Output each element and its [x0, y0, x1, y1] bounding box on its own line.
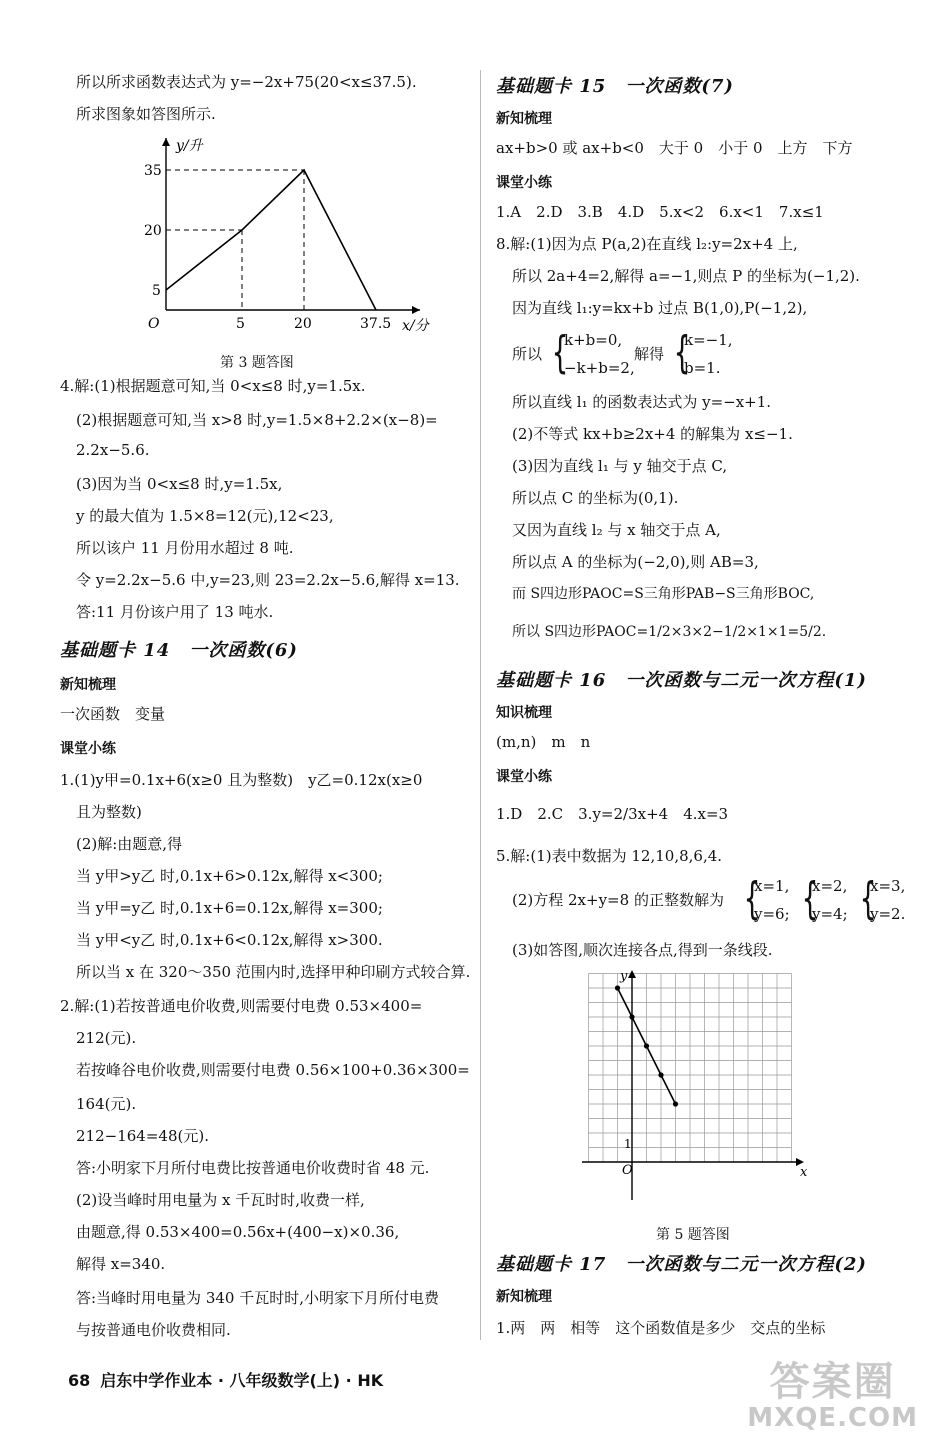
text-line: (2)解:由题意,得 [76, 835, 183, 853]
text-line: 且为整数) [76, 803, 142, 821]
section-heading: 课堂小练 [60, 741, 116, 757]
text-line: 1.(1)y甲=0.1x+6(x≥0 且为整数) y乙=0.12x(x≥0 [60, 771, 423, 789]
y-axis-arrow [628, 970, 636, 978]
text-line: 又因为直线 l₂ 与 x 轴交于点 A, [512, 521, 721, 539]
origin-label: O [148, 316, 160, 332]
y-tick: 35 [144, 163, 162, 179]
text-line: 所求图象如答图所示. [76, 105, 216, 123]
text-line: 当 y甲<y乙 时,0.1x+6<0.12x,解得 x>300. [76, 931, 383, 949]
page-footer [68, 1368, 383, 1391]
text-line: 令 y=2.2x−5.6 中,y=23,则 23=2.2x−5.6,解得 x=13. [76, 571, 460, 589]
equation: k=−1, [684, 331, 733, 349]
graph-q5 [578, 966, 818, 1206]
book-title: 启东中学作业本 · 八年级数学(上) · HK [100, 1371, 384, 1390]
figure-caption: 第 5 题答图 [656, 1227, 730, 1243]
text-line: 与按普通电价收费相同. [76, 1321, 231, 1339]
origin-label: O [622, 1163, 633, 1178]
text-line: 答:11 月份该户用了 13 吨水. [76, 603, 274, 621]
x-tick: 37.5 [360, 316, 392, 332]
text-line: 所以 2a+4=2,解得 a=−1,则点 P 的坐标为(−1,2). [512, 267, 860, 285]
column-divider [480, 70, 481, 1340]
card-title: 基础题卡 15 一次函数(7) [496, 76, 734, 97]
section-heading: 知识梳理 [496, 705, 552, 721]
card-title: 基础题卡 17 一次函数与二元一次方程(2) [496, 1254, 867, 1275]
y-axis-label: y [620, 969, 628, 984]
text-fragment: 所以 [512, 345, 543, 363]
left-brace: { [551, 327, 569, 378]
text-line: (3)如答图,顺次连接各点,得到一条线段. [512, 941, 773, 959]
text-line: 8.解:(1)因为点 P(a,2)在直线 l₂:y=2x+4 上, [496, 235, 798, 253]
equation: b=1. [684, 359, 721, 377]
text-line: (2)设当峰时用电量为 x 千瓦时时,收费一样, [76, 1191, 365, 1209]
watermark [747, 1360, 918, 1432]
text-line: ax+b>0 或 ax+b<0 大于 0 小于 0 上方 下方 [496, 139, 853, 157]
graph-line [166, 170, 376, 310]
text-line: 所以直线 l₁ 的函数表达式为 y=−x+1. [512, 393, 772, 411]
text-line: 一次函数 变量 [60, 705, 166, 723]
watermark-logo: 答案圈 [769, 1359, 896, 1405]
x-axis-arrow [412, 306, 420, 314]
text-line: 2.2x−5.6. [76, 441, 150, 459]
section-heading: 新知梳理 [496, 1289, 552, 1305]
graph-point [615, 985, 620, 990]
card-title: 基础题卡 14 一次函数(6) [60, 640, 298, 661]
text-line: 212(元). [76, 1029, 137, 1047]
solutions-row [512, 872, 916, 928]
text-line: 164(元). [76, 1095, 137, 1113]
section-heading: 新知梳理 [496, 111, 552, 127]
y-tick: 20 [144, 223, 162, 239]
equation: y=4; [812, 905, 848, 923]
text-line: 答:小明家下月所付电费比按普通电价收费时省 48 元. [76, 1159, 430, 1177]
text-line: 由题意,得 0.53×400=0.56x+(400−x)×0.36, [76, 1223, 400, 1241]
section-heading: 课堂小练 [496, 769, 552, 785]
text-line: (m,n) m n [496, 733, 591, 751]
text-line: 4.解:(1)根据题意可知,当 0<x≤8 时,y=1.5x. [60, 377, 366, 395]
x-axis-label: x [800, 1165, 808, 1180]
equation: x=3, [870, 877, 906, 895]
text-line: 1.A 2.D 3.B 4.D 5.x<2 6.x<1 7.x≤1 [496, 203, 824, 221]
graph-point [629, 1014, 634, 1019]
graph-point [644, 1043, 649, 1048]
section-heading: 课堂小练 [496, 175, 552, 191]
text-line: 1.D 2.C 3.y=2/3x+4 4.x=3 [496, 805, 729, 823]
left-brace: { [673, 327, 691, 378]
equation: y=6; [754, 905, 790, 923]
equation-system [512, 326, 812, 382]
text-line: 所以该户 11 月份用水超过 8 吨. [76, 539, 294, 557]
text-line: 当 y甲=y乙 时,0.1x+6=0.12x,解得 x=300; [76, 899, 383, 917]
text-line: 若按峰谷电价收费,则需要付电费 0.56×100+0.36×300= [76, 1061, 470, 1079]
text-line: 所以点 A 的坐标为(−2,0),则 AB=3, [512, 553, 759, 571]
equation: k+b=0, [564, 331, 623, 349]
text-line: (2)根据题意可知,当 x>8 时,y=1.5×8+2.2×(x−8)= [76, 411, 438, 429]
text-line: 因为直线 l₁:y=kx+b 过点 B(1,0),P(−1,2), [512, 299, 808, 317]
text-line: 所以当 x 在 320～350 范围内时,选择甲种印刷方式较合算. [76, 963, 471, 981]
text-line: 所以 S四边形PAOC=1/2×3×2−1/2×1×1=5/2. [512, 624, 827, 640]
text-line: (3)因为当 0<x≤8 时,y=1.5x, [76, 475, 283, 493]
text-line: 212−164=48(元). [76, 1127, 209, 1145]
x-tick: 5 [236, 316, 245, 332]
grid [589, 974, 792, 1163]
x-axis-label: x/分 [402, 318, 429, 334]
equation: x=1, [754, 877, 790, 895]
graph-point [673, 1101, 678, 1106]
text-line: 1.两 两 相等 这个函数值是多少 交点的坐标 [496, 1319, 826, 1337]
text-line: 当 y甲>y乙 时,0.1x+6>0.12x,解得 x<300; [76, 867, 383, 885]
equation: x=2, [812, 877, 848, 895]
y-axis-label: y/升 [176, 138, 203, 154]
section-heading: 新知梳理 [60, 677, 116, 693]
text-fragment: 解得 [634, 345, 665, 363]
unit-label: 1 [624, 1137, 632, 1151]
text-line: 2.解:(1)若按普通电价收费,则需要付电费 0.53×400= [60, 997, 423, 1015]
left-brace: { [859, 873, 877, 924]
card-title: 基础题卡 16 一次函数与二元一次方程(1) [496, 670, 867, 691]
text-line: y 的最大值为 1.5×8=12(元),12<23, [76, 507, 334, 525]
equation: y=2. [870, 905, 906, 923]
y-axis-arrow [162, 138, 170, 146]
page-number: 68 [68, 1371, 91, 1390]
figure-caption: 第 3 题答图 [220, 355, 294, 371]
x-tick: 20 [294, 316, 312, 332]
graph-point [658, 1072, 663, 1077]
graph-q3 [140, 132, 430, 342]
text-line: (3)因为直线 l₁ 与 y 轴交于点 C, [512, 457, 728, 475]
left-brace: { [801, 873, 819, 924]
left-brace: { [743, 873, 761, 924]
text-line: 答:当峰时用电量为 340 千瓦时时,小明家下月所付电费 [76, 1289, 439, 1307]
text-line: 所以点 C 的坐标为(0,1). [512, 489, 679, 507]
text-line: 而 S四边形PAOC=S三角形PAB−S三角形BOC, [512, 586, 815, 602]
watermark-url: MXQE.COM [747, 1403, 918, 1433]
text-line: 解得 x=340. [76, 1255, 166, 1273]
text-line: 5.解:(1)表中数据为 12,10,8,6,4. [496, 847, 723, 865]
text-line: 所以所求函数表达式为 y=−2x+75(20<x≤37.5). [76, 73, 417, 91]
text-fragment: (2)方程 2x+y=8 的正整数解为 [512, 891, 724, 909]
equation: −k+b=2, [564, 359, 635, 377]
y-tick: 5 [152, 283, 161, 299]
text-line: (2)不等式 kx+b≥2x+4 的解集为 x≤−1. [512, 425, 793, 443]
